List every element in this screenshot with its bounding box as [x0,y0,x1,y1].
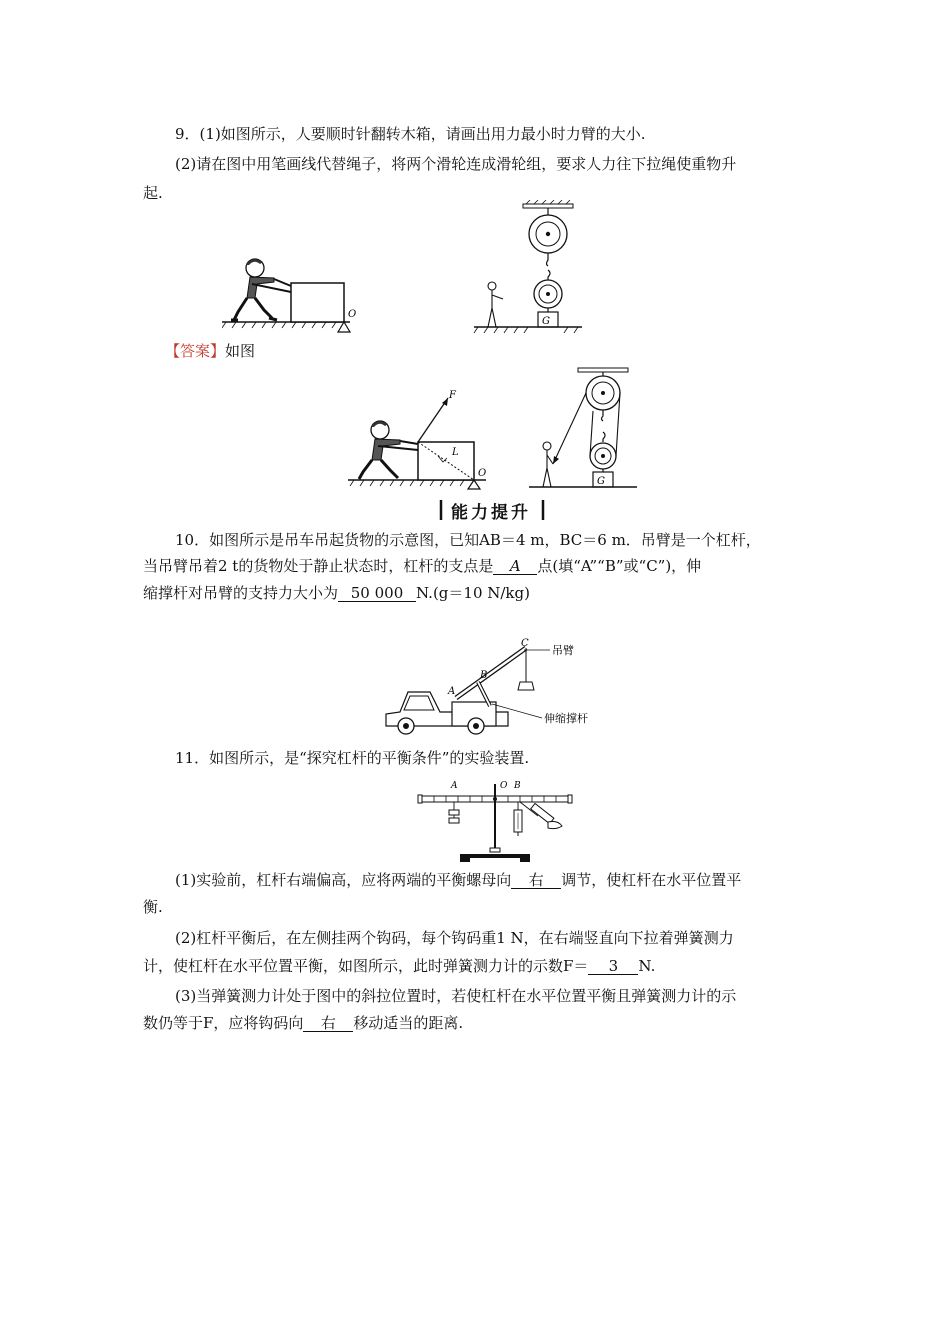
lever-label-b: B [514,781,521,791]
answer-person-figure [543,442,553,487]
crane-label-b: B [480,670,488,681]
crane-label-c: C [521,638,529,649]
q10-line2-pre: 当吊臂吊着2 t的货物处于静止状态时，杠杆的支点是 [143,557,494,575]
answer-tag: 【答案】 [165,342,226,360]
crane-label-a: A [448,686,456,697]
figure-answer-boy-box [348,390,498,490]
answer-line [165,341,255,361]
section-banner [437,498,547,522]
answer-boy-figure [359,421,418,479]
q11-p3-pre: 数仍等于F，应将钩码向 [143,1014,304,1032]
q11-p3-post: 移动适当的距离. [353,1014,464,1032]
q10-line3-pre: 缩撑杆对吊臂的支持力大小为 [143,584,339,602]
arm-label: L [452,447,459,458]
q11-blank-move: 右 [303,1015,353,1032]
q10-line3-post: N.(g＝10 N/kg) [416,584,530,602]
person-figure [488,282,503,327]
q9-line2: (2)请在图中用笔画线代替绳子，将两个滑轮连成滑轮组，要求人力往下拉绳使重物升 [175,155,737,173]
q11-p3-line2 [143,1013,463,1033]
q10-blank-force: 50 000 [338,585,416,602]
q11-p2-post: N. [638,957,656,975]
boy-figure [231,259,291,320]
q11-blank-direction: 右 [511,872,561,889]
lever-label-a: A [451,781,458,791]
q9-line1: 9．(1)如图所示，人要顺时针翻转木箱，请画出用力最小时力臂的大小. [175,125,646,143]
figure-answer-pulley [527,366,639,496]
figure-boy-box [222,250,367,335]
answer-text: 如图 [225,342,256,360]
q10-line3 [143,583,530,603]
force-label: F [449,390,456,401]
q11-p1-line2: 衡. [143,898,163,916]
q11-p1-pre: (1)实验前，杠杆右端偏高，应将两端的平衡螺母向 [175,871,512,889]
q11-p2-pre: 计，使杠杆在水平位置平衡，如图所示，此时弹簧测力计的示数F＝ [143,957,589,975]
q11-p3-line1: (3)当弹簧测力计处于图中的斜拉位置时，若使杠杆在水平位置平衡且弹簧测力计的示 [175,987,737,1005]
q11-p1-post: 调节，使杠杆在水平位置平 [561,871,742,889]
section-title: 能力提升 [451,503,531,523]
crane-strut-label: 伸缩撑杆 [544,712,588,725]
q11-p2-line1: (2)杠杆平衡后，在左侧挂两个钩码，每个钩码重1 N，在右端竖直向下拉着弹簧测力 [175,929,734,947]
q10-line1: 10．如图所示是吊车吊起货物的示意图，已知AB＝4 m，BC＝6 m．吊臂是一个杠杆， [175,531,761,549]
lever-label-o: O [500,781,508,791]
q11-blank-force: 3 [588,958,638,975]
answer-weight-label: G [597,476,605,487]
figure-crane [380,636,620,736]
answer-pivot-label: O [478,468,487,479]
q10-line2-post: 点(填“A”“B”或“C”)，伸 [537,557,702,575]
weight-label: G [542,316,550,327]
q10-blank-pivot: A [493,558,537,575]
q11-p2-line2 [143,956,655,976]
q11-intro: 11．如图所示，是“探究杠杆的平衡条件”的实验装置. [175,749,530,767]
pivot-label: O [348,309,357,320]
q10-line2 [143,556,701,576]
figure-lever [416,774,576,866]
q9-line3: 起. [143,184,163,202]
q11-p1-line1 [175,870,741,890]
crane-arm-label: 吊臂 [552,644,574,657]
figure-pulley-problem [472,200,584,335]
